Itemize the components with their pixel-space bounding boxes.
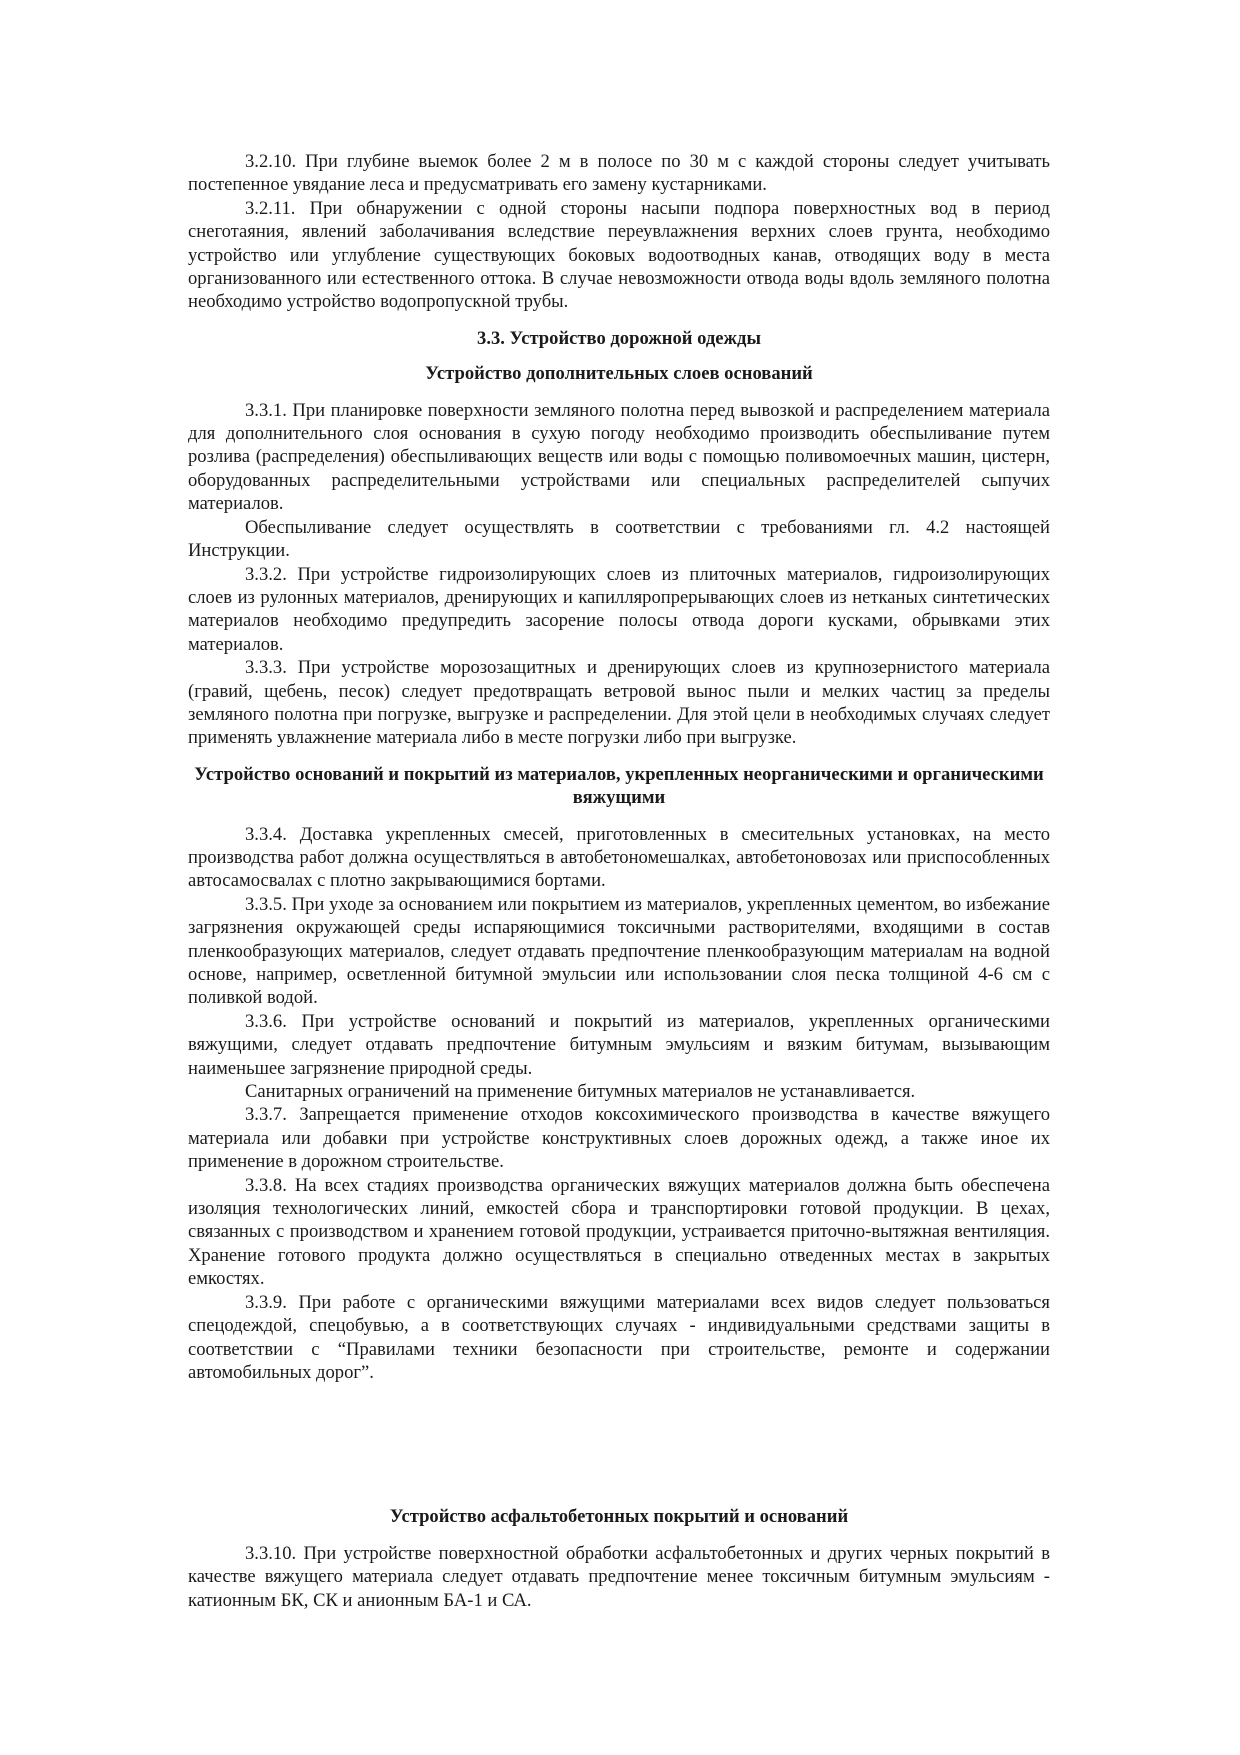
- subheading-additional-layers: Устройство дополнительных слоев оснований: [425, 363, 813, 385]
- clause-3-3-2: 3.3.2. При устройстве гидроизолирующих слоев из плиточных материалов, гидроизолирующих слоев из рулонных материалов, дренирующих и капилляропрерывающих слоев из нетканых синтетических материалов необходимо предупредить засорение полосы отвода дороги кусками, обрывками этих материалов.: [188, 563, 1050, 655]
- document-page: [188, 150, 1050, 1612]
- clause-3-3-1: 3.3.1. При планировке поверхности земляного полотна перед вывозкой и распределением материала для дополнительного слоя основания в сухую погоду необходимо производить обеспыливание путем розлива (распределения) обеспыливающих веществ или воды с помощью поливомоечных машин, цистерн, оборудованных распределительными устройствами или специальных распределителей сыпучих материалов.: [188, 399, 1050, 515]
- spacer: [188, 1529, 1050, 1542]
- clause-3-3-5: 3.3.5. При уходе за основанием или покрытием из материалов, укрепленных цементом, во избежание загрязнения окружающей среды испаряющимися токсичными растворителями, входящими в состав пленкообразующих материалов, следует отдавать предпочтение пленкообразующим материалам на водной основе, например, осветленной битумной эмульсии или использовании слоя песка толщиной 4-6 см с поливкой водой.: [188, 893, 1050, 1009]
- clause-3-2-11: 3.2.11. При обнаружении с одной стороны насыпи подпора поверхностных вод в период снеготаяния, явлений заболачивания вследствие переувлажнения верхних слоев грунта, необходимо устройство или углубление существующих боковых водоотводных канав, отводящих воду в места организованного или естественного оттока. В случае невозможности отвода воды вдоль земляного полотна необходимо устройство водопропускной трубы.: [188, 197, 1050, 313]
- subheading-asphalt: Устройство асфальтобетонных покрытий и оснований: [389, 1506, 849, 1528]
- spacer: [188, 750, 1050, 763]
- clause-3-3-1-dedusting: Обеспыливание следует осуществлять в соответствии с требованиями гл. 4.2 настоящей Инструкции.: [188, 516, 1050, 562]
- clause-3-2-10: 3.2.10. При глубине выемок более 2 м в полосе по 30 м с каждой стороны следует учитывать постепенное увядание леса и предусматривать его замену кустарниками.: [188, 151, 1050, 196]
- spacer: [188, 386, 1050, 399]
- spacer: [188, 314, 1050, 327]
- clause-3-3-9: 3.3.9. При работе с органическими вяжущими материалами всех видов следует пользоваться спецодеждой, спецобувью, а в соответствующих случаях - индивидуальными средствами защиты в соответствии с “Правилами техники безопасности при строительстве, ремонте и содержании автомобильных дорог”.: [188, 1291, 1050, 1383]
- clause-3-3-6: 3.3.6. При устройстве оснований и покрытий из материалов, укрепленных органическими вяжущими, следует отдавать предпочтение битумным эмульсиям и вязким битумам, вызывающим наименьшее загрязнение природной среды.: [188, 1010, 1050, 1079]
- clause-3-3-3: 3.3.3. При устройстве морозозащитных и дренирующих слоев из крупнозернистого материала (гравий, щебень, песок) следует предотвращать ветровой вынос пыли и мелких частиц за пределы земляного полотна при погрузке, выгрузке и распределении. Для этой цели в необходимых случаях следует применять увлажнение материала либо в месте погрузки либо при выгрузке.: [188, 657, 1050, 749]
- spacer: [188, 810, 1050, 823]
- clause-3-3-8: 3.3.8. На всех стадиях производства органических вяжущих материалов должна быть обеспечена изоляция технологических линий, емкостей сбора и транспортировки готовой продукции. В цехах, связанных с производством и хранением готовой продукции, устраивается приточно-вытяжная вентиляция. Хранение готового продукта должно осуществляться в специально отведенных местах в закрытых емкостях.: [188, 1174, 1050, 1290]
- clause-3-3-4: 3.3.4. Доставка укрепленных смесей, приготовленных в смесительных установках, на место производства работ должна осуществляться в автобетономешалках, автобетоновозах или приспособленных автосамосвалах с плотно закрывающимися бортами.: [188, 823, 1050, 892]
- clause-3-3-10: 3.3.10. При устройстве поверхностной обработки асфальтобетонных и других черных покрытий в качестве вяжущего материала следует отдавать предпочтение менее токсичным битумным эмульсиям - катионным БК, СК и анионным БА-1 и СА.: [188, 1542, 1050, 1611]
- clause-3-3-6-sanitary: Санитарных ограничений на применение битумных материалов не устанавливается.: [245, 1081, 916, 1103]
- section-heading-3-3: 3.3. Устройство дорожной одежды: [477, 327, 761, 349]
- clause-3-3-7: 3.3.7. Запрещается применение отходов коксохимического производства в качестве вяжущего материала или добавки при устройстве конструктивных слоев дорожных одежд, а также иное их применение в дорожном строительстве.: [188, 1104, 1050, 1173]
- spacer: [188, 1384, 1050, 1505]
- subheading-bound-materials: Устройство оснований и покрытий из материалов, укрепленных неорганическими и органическими вяжущими: [194, 763, 1044, 809]
- spacer: [188, 350, 1050, 362]
